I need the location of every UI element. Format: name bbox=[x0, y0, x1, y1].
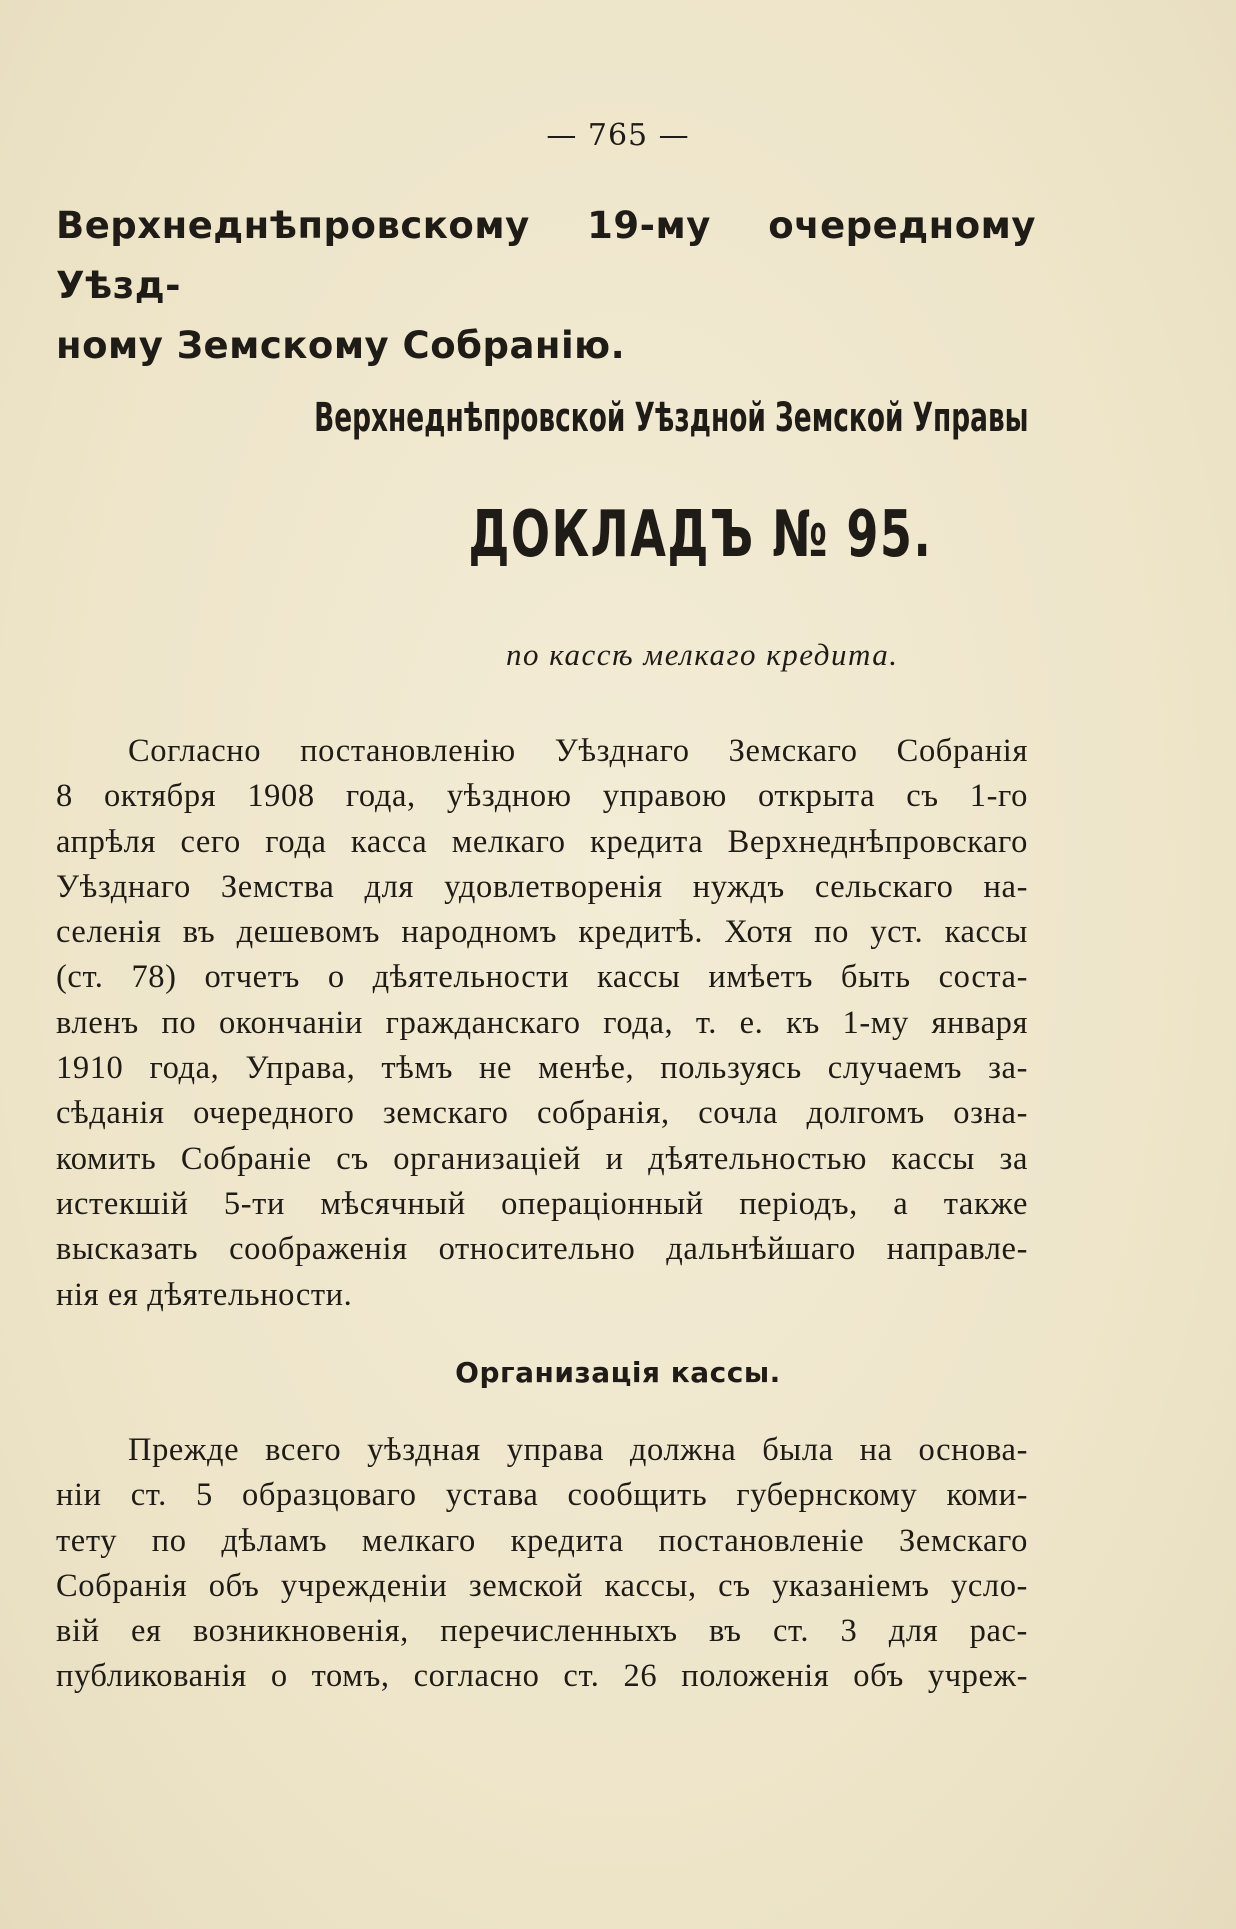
section-heading: Организація кассы. bbox=[455, 1356, 781, 1389]
text-line: (ст. 78) отчетъ о дѣятельности кассы имѣетъ быть соста- bbox=[56, 959, 1028, 996]
text-line: Согласно постановленію Уѣзднаго Земскаго Собранія bbox=[128, 733, 1028, 769]
text-line: апрѣля сего года касса мелкаго кредита Верхнеднѣпровскаго bbox=[56, 823, 1028, 860]
text-line: комить Собраніе съ организаціей и дѣятельностью кассы за bbox=[56, 1140, 1028, 1177]
page-number: — 765 — bbox=[546, 118, 690, 153]
text-line: селенія въ дешевомъ народномъ кредитѣ. Хотя по уст. кассы bbox=[56, 914, 1028, 951]
text-line: истекшій 5-ти мѣсячный операціонный періодъ, а также bbox=[56, 1185, 1028, 1222]
text-line: вленъ по окончаніи гражданскаго года, т. е. къ 1-му января bbox=[56, 1004, 1028, 1041]
paragraph-organization bbox=[56, 1428, 1028, 1700]
text-line: Прежде всего уѣздная управа должна была на основа- bbox=[128, 1432, 1028, 1468]
text-line: Уѣзднаго Земства для удовлетворенія нуждъ сельскаго на- bbox=[56, 868, 1028, 905]
addressee-heading bbox=[56, 196, 1036, 376]
text-line: тету по дѣламъ мелкаго кредита постановленіе Земскаго bbox=[56, 1522, 1028, 1559]
addressee-line-1: Верхнеднѣпровскому 19-му очередному Уѣзд- bbox=[56, 204, 1036, 307]
issuer-heading: Верхнеднѣпровской Уѣздной Земской Управы bbox=[314, 395, 1029, 441]
report-subtitle: по кассѣ мелкаго кредита. bbox=[506, 637, 899, 672]
text-line: 1910 года, Управа, тѣмъ не менѣе, пользуясь случаемъ за- bbox=[56, 1050, 1028, 1087]
text-line: сѣданія очередного земскаго собранія, сочла долгомъ озна- bbox=[56, 1095, 1028, 1132]
text-line: нія ея дѣятельности. bbox=[56, 1276, 353, 1313]
text-line: 8 октября 1908 года, уѣздною управою открыта съ 1-го bbox=[56, 778, 1028, 815]
paragraph-intro bbox=[56, 729, 1028, 1318]
text-line: Собранія объ учрежденіи земской кассы, съ указаніемъ усло- bbox=[56, 1567, 1028, 1604]
text-line: высказать соображенія относительно дальнѣйшаго направле- bbox=[56, 1231, 1028, 1268]
text-line: вій ея возникновенія, перечисленныхъ въ ст. 3 для рас- bbox=[56, 1613, 1028, 1650]
text-line: публикованія о томъ, согласно ст. 26 положенія объ учреж- bbox=[56, 1658, 1028, 1695]
report-title: ДОКЛАДЪ № 95. bbox=[468, 498, 933, 572]
text-line: ніи ст. 5 образцоваго устава сообщить губернскому коми- bbox=[56, 1477, 1028, 1514]
addressee-line-2: ному Земскому Собранію. bbox=[56, 324, 626, 367]
